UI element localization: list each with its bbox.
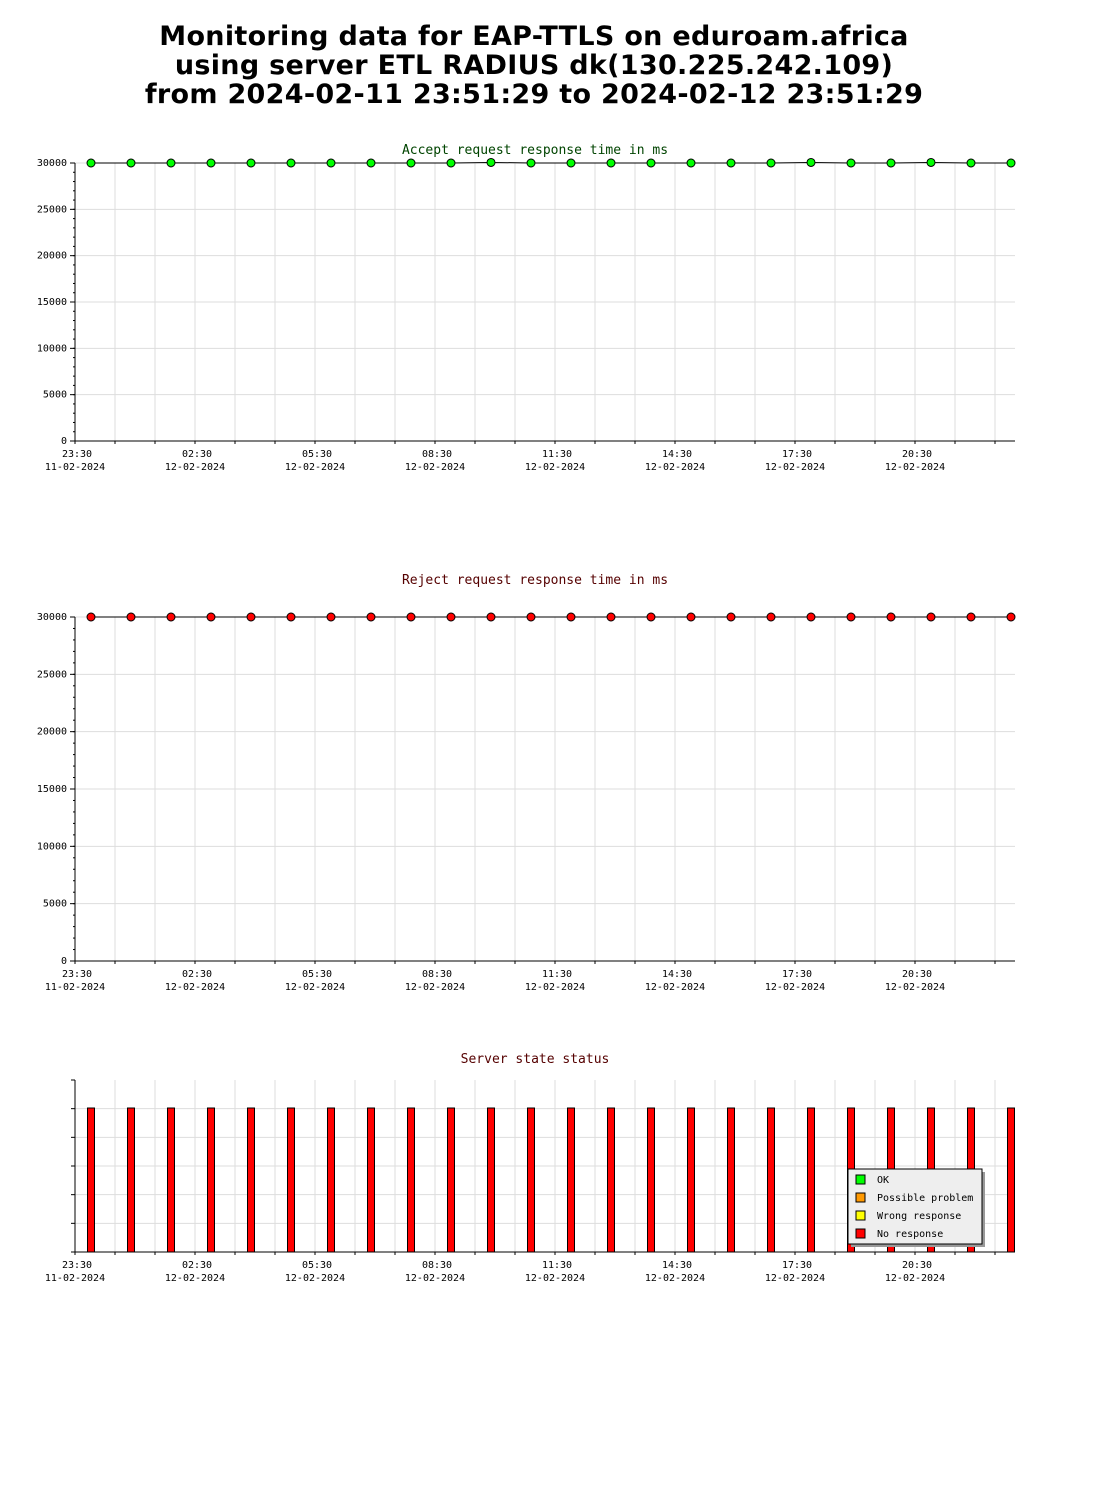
x-tick-time: 05:30 xyxy=(301,1260,333,1271)
series-line xyxy=(91,162,1011,163)
data-point xyxy=(847,159,855,167)
x-tick-date: 12-02-2024 xyxy=(764,982,826,993)
data-point xyxy=(247,159,255,167)
x-tick-date: 11-02-2024 xyxy=(44,1273,106,1284)
status-bar xyxy=(728,1108,735,1252)
x-tick-date: 12-02-2024 xyxy=(764,1273,826,1284)
data-point xyxy=(967,159,975,167)
data-point xyxy=(647,159,655,167)
x-tick-time: 14:30 xyxy=(661,1260,693,1271)
page-title-line-2: using server ETL RADIUS dk(130.225.242.109) xyxy=(174,50,894,81)
server-state-chart xyxy=(45,1052,1015,1284)
x-tick-date: 12-02-2024 xyxy=(404,1273,466,1284)
data-point xyxy=(287,613,295,621)
status-bar xyxy=(328,1108,335,1252)
data-point xyxy=(447,613,455,621)
x-tick-time: 11:30 xyxy=(541,449,573,460)
data-point xyxy=(847,613,855,621)
data-point xyxy=(1007,159,1015,167)
data-point xyxy=(567,613,575,621)
data-point xyxy=(407,613,415,621)
x-tick-time: 14:30 xyxy=(661,449,693,460)
reject-chart-title: Reject request response time in ms xyxy=(401,573,669,588)
data-point xyxy=(167,613,175,621)
status-bar xyxy=(688,1108,695,1252)
y-tick-label: 5000 xyxy=(42,389,67,401)
data-point xyxy=(447,159,455,167)
y-tick-label: 30000 xyxy=(36,158,67,169)
x-tick-time: 20:30 xyxy=(901,969,933,980)
y-tick-label: 20000 xyxy=(36,726,67,738)
legend-label: OK xyxy=(877,1175,890,1186)
data-point xyxy=(87,159,95,167)
y-tick-label: 20000 xyxy=(36,250,67,262)
legend-swatch xyxy=(856,1229,865,1238)
data-point xyxy=(127,159,135,167)
x-tick-time: 14:30 xyxy=(661,969,693,980)
status-bar xyxy=(368,1108,375,1252)
data-point xyxy=(687,159,695,167)
x-tick-time: 11:30 xyxy=(541,969,573,980)
data-point xyxy=(487,613,495,621)
status-chart-title: Server state status xyxy=(460,1052,610,1067)
data-point xyxy=(487,158,495,166)
data-point xyxy=(367,613,375,621)
y-tick-label: 0 xyxy=(60,956,67,967)
x-tick-date: 12-02-2024 xyxy=(164,982,226,993)
y-tick-label: 30000 xyxy=(36,612,67,623)
accept-response-chart xyxy=(37,143,1015,473)
y-tick-label: 15000 xyxy=(36,297,67,308)
x-tick-date: 12-02-2024 xyxy=(644,462,706,473)
data-point xyxy=(887,613,895,621)
data-point xyxy=(727,613,735,621)
data-point xyxy=(327,159,335,167)
data-point xyxy=(1007,613,1015,621)
y-tick-label: 10000 xyxy=(36,841,67,853)
data-point xyxy=(167,159,175,167)
page-title-line-1: Monitoring data for EAP-TTLS on eduroam.africa xyxy=(159,21,909,52)
data-point xyxy=(687,613,695,621)
status-bar xyxy=(128,1108,135,1252)
data-point xyxy=(127,613,135,621)
x-tick-time: 02:30 xyxy=(181,1260,213,1271)
data-point xyxy=(927,613,935,621)
y-tick-label: 0 xyxy=(60,436,67,447)
status-bar xyxy=(568,1108,575,1252)
page-title-line-3: from 2024-02-11 23:51:29 to 2024-02-12 23:51:29 xyxy=(144,79,924,110)
status-bar xyxy=(288,1108,295,1252)
data-point xyxy=(767,613,775,621)
data-point xyxy=(967,613,975,621)
data-point xyxy=(527,159,535,167)
legend-swatch xyxy=(856,1175,865,1184)
status-bar xyxy=(808,1108,815,1252)
status-bar xyxy=(168,1108,175,1252)
data-point xyxy=(767,159,775,167)
x-tick-time: 11:30 xyxy=(541,1260,573,1271)
x-tick-date: 12-02-2024 xyxy=(524,982,586,993)
legend-swatch xyxy=(856,1193,865,1202)
x-tick-time: 08:30 xyxy=(421,449,453,460)
x-tick-time: 17:30 xyxy=(781,449,813,460)
status-bar xyxy=(448,1108,455,1252)
x-tick-time: 23:30 xyxy=(61,449,93,460)
status-bar xyxy=(608,1108,615,1252)
status-bar xyxy=(648,1108,655,1252)
x-tick-time: 17:30 xyxy=(781,1260,813,1271)
x-tick-date: 12-02-2024 xyxy=(764,462,826,473)
x-tick-time: 20:30 xyxy=(901,1260,933,1271)
y-tick-label: 15000 xyxy=(36,784,67,795)
status-bar xyxy=(208,1108,215,1252)
x-tick-time: 08:30 xyxy=(421,969,453,980)
x-tick-date: 12-02-2024 xyxy=(524,1273,586,1284)
x-tick-date: 12-02-2024 xyxy=(164,462,226,473)
legend-label: No response xyxy=(877,1229,944,1240)
data-point xyxy=(807,158,815,166)
accept-chart-title: Accept request response time in ms xyxy=(401,143,669,158)
status-bar xyxy=(528,1108,535,1252)
x-tick-date: 12-02-2024 xyxy=(404,982,466,993)
x-tick-date: 11-02-2024 xyxy=(44,462,106,473)
x-tick-time: 20:30 xyxy=(901,449,933,460)
y-tick-label: 10000 xyxy=(36,343,67,355)
x-tick-date: 12-02-2024 xyxy=(164,1273,226,1284)
y-tick-label: 25000 xyxy=(36,669,67,681)
x-tick-date: 12-02-2024 xyxy=(524,462,586,473)
data-point xyxy=(727,159,735,167)
x-tick-time: 17:30 xyxy=(781,969,813,980)
y-tick-label: 5000 xyxy=(42,898,67,910)
data-point xyxy=(87,613,95,621)
data-point xyxy=(567,159,575,167)
data-point xyxy=(407,159,415,167)
data-point xyxy=(607,159,615,167)
x-tick-time: 02:30 xyxy=(181,969,213,980)
data-point xyxy=(247,613,255,621)
data-point xyxy=(207,613,215,621)
status-bar xyxy=(488,1108,495,1252)
data-point xyxy=(607,613,615,621)
status-bar xyxy=(768,1108,775,1252)
data-point xyxy=(287,159,295,167)
x-tick-date: 12-02-2024 xyxy=(284,462,346,473)
reject-response-chart xyxy=(37,573,1015,993)
legend-label: Possible problem xyxy=(877,1193,974,1204)
data-point xyxy=(927,158,935,166)
x-tick-date: 12-02-2024 xyxy=(644,982,706,993)
x-tick-date: 12-02-2024 xyxy=(884,982,946,993)
y-tick-label: 25000 xyxy=(36,204,67,216)
status-bar xyxy=(88,1108,95,1252)
data-point xyxy=(207,159,215,167)
status-bar xyxy=(248,1108,255,1252)
data-point xyxy=(647,613,655,621)
x-tick-time: 05:30 xyxy=(301,969,333,980)
x-tick-date: 12-02-2024 xyxy=(284,1273,346,1284)
x-tick-time: 08:30 xyxy=(421,1260,453,1271)
data-point xyxy=(527,613,535,621)
status-bar xyxy=(1008,1108,1015,1252)
data-point xyxy=(367,159,375,167)
x-tick-date: 12-02-2024 xyxy=(884,462,946,473)
x-tick-time: 05:30 xyxy=(301,449,333,460)
x-tick-date: 12-02-2024 xyxy=(284,982,346,993)
x-tick-date: 12-02-2024 xyxy=(884,1273,946,1284)
x-tick-date: 11-02-2024 xyxy=(44,982,106,993)
data-point xyxy=(887,159,895,167)
x-tick-date: 12-02-2024 xyxy=(404,462,466,473)
data-point xyxy=(807,613,815,621)
legend-label: Wrong response xyxy=(877,1211,962,1222)
x-tick-time: 23:30 xyxy=(61,969,93,980)
x-tick-time: 23:30 xyxy=(61,1260,93,1271)
legend-swatch xyxy=(856,1211,865,1220)
x-tick-time: 02:30 xyxy=(181,449,213,460)
x-tick-date: 12-02-2024 xyxy=(644,1273,706,1284)
status-bar xyxy=(408,1108,415,1252)
data-point xyxy=(327,613,335,621)
